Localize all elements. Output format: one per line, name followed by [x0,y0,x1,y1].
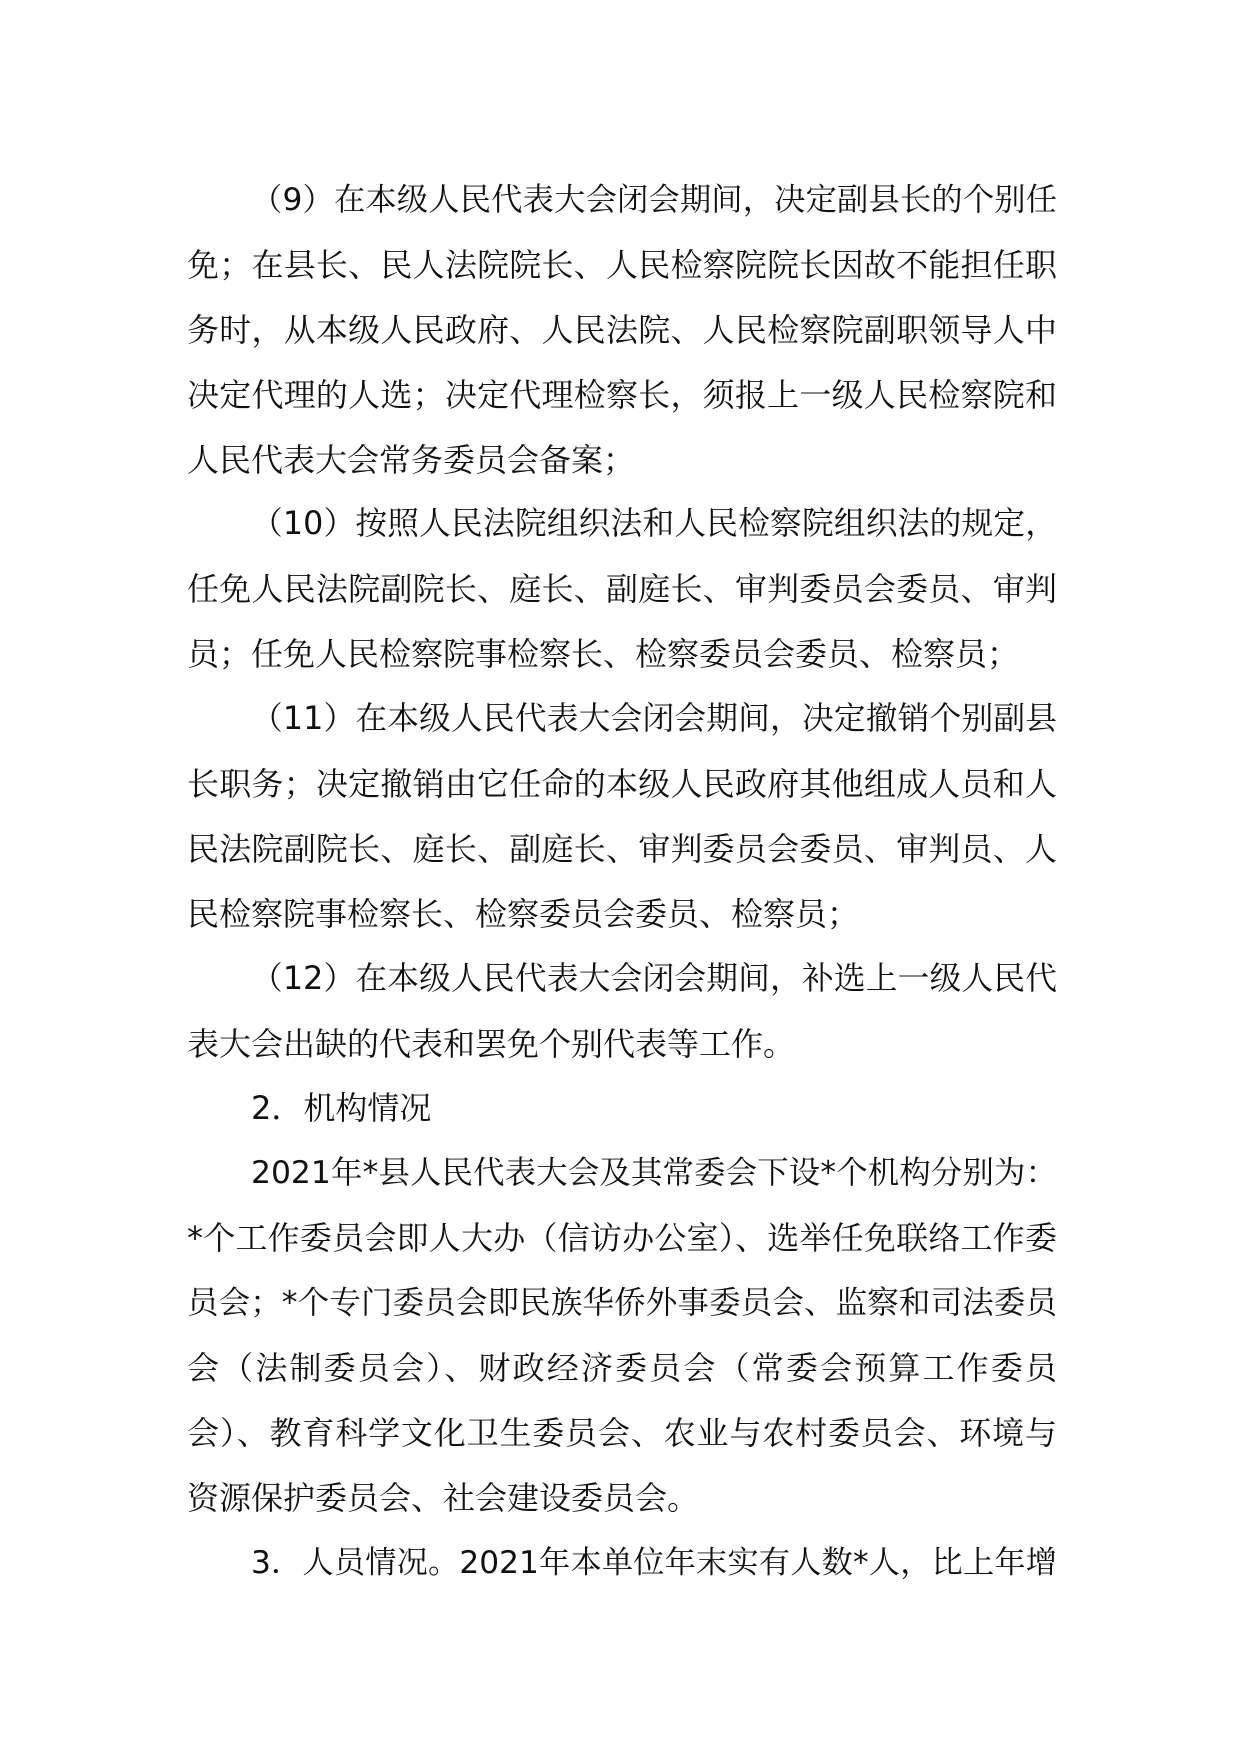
text-line: 表大会出缺的代表和罢免个别代表等工作。 [187,1024,796,1063]
text-line: 会）、教育科学文化卫生委员会、农业与农村委员会、环境与 [187,1413,1057,1452]
text-line: 人民代表大会常务委员会备案； [187,440,636,479]
text-line: 会（法制委员会）、财政经济委员会（常委会预算工作委员 [187,1349,1057,1388]
text-line: 务时，从本级人民政府、人民法院、人民检察院副职领导人中 [187,310,1057,349]
text-line: *个工作委员会即人大办（信访办公室）、选举任免联络工作委 [187,1219,1057,1258]
text-line: （11）在本级人民代表大会闭会期间，决定撤销个别副县 [251,701,1057,738]
text-line: 长职务；决定撤销由它任命的本级人民政府其他组成人员和人 [187,765,1057,804]
section-heading: 2．机构情况 [251,1089,432,1128]
text-line: （9）在本级人民代表大会闭会期间，决定副县长的个别任 [251,182,1057,218]
text-line: 3．人员情况。2021年本单位年末实有人数*人，比上年增 [251,1544,1057,1581]
text-line: 资源保护委员会、社会建设委员会。 [187,1478,700,1517]
text-line: 民检察院事检察长、检察委员会委员、检察员； [187,894,860,933]
text-line: 员会；*个专门委员会即民族华侨外事委员会、监察和司法委员 [187,1285,1057,1322]
text-line: 民法院副院长、庭长、副庭长、审判委员会委员、审判员、人 [187,829,1057,868]
text-line: 2021年*县人民代表大会及其常委会下设*个机构分别为： [251,1155,1057,1192]
body-text [187,168,1057,1596]
text-line: 员；任免人民检察院事检察长、检察委员会委员、检察员； [187,635,1020,674]
text-line: 任免人民法院副院长、庭长、副庭长、审判委员会委员、审判 [187,570,1057,609]
text-line: 免；在县长、民人法院院长、人民检察院院长因故不能担任职 [187,245,1057,284]
text-line: （10）按照人民法院组织法和人民检察院组织法的规定， [251,506,1057,543]
text-line: （12）在本级人民代表大会闭会期间，补选上一级人民代 [251,960,1057,997]
text-line: 决定代理的人选；决定代理检察长，须报上一级人民检察院和 [187,375,1057,414]
